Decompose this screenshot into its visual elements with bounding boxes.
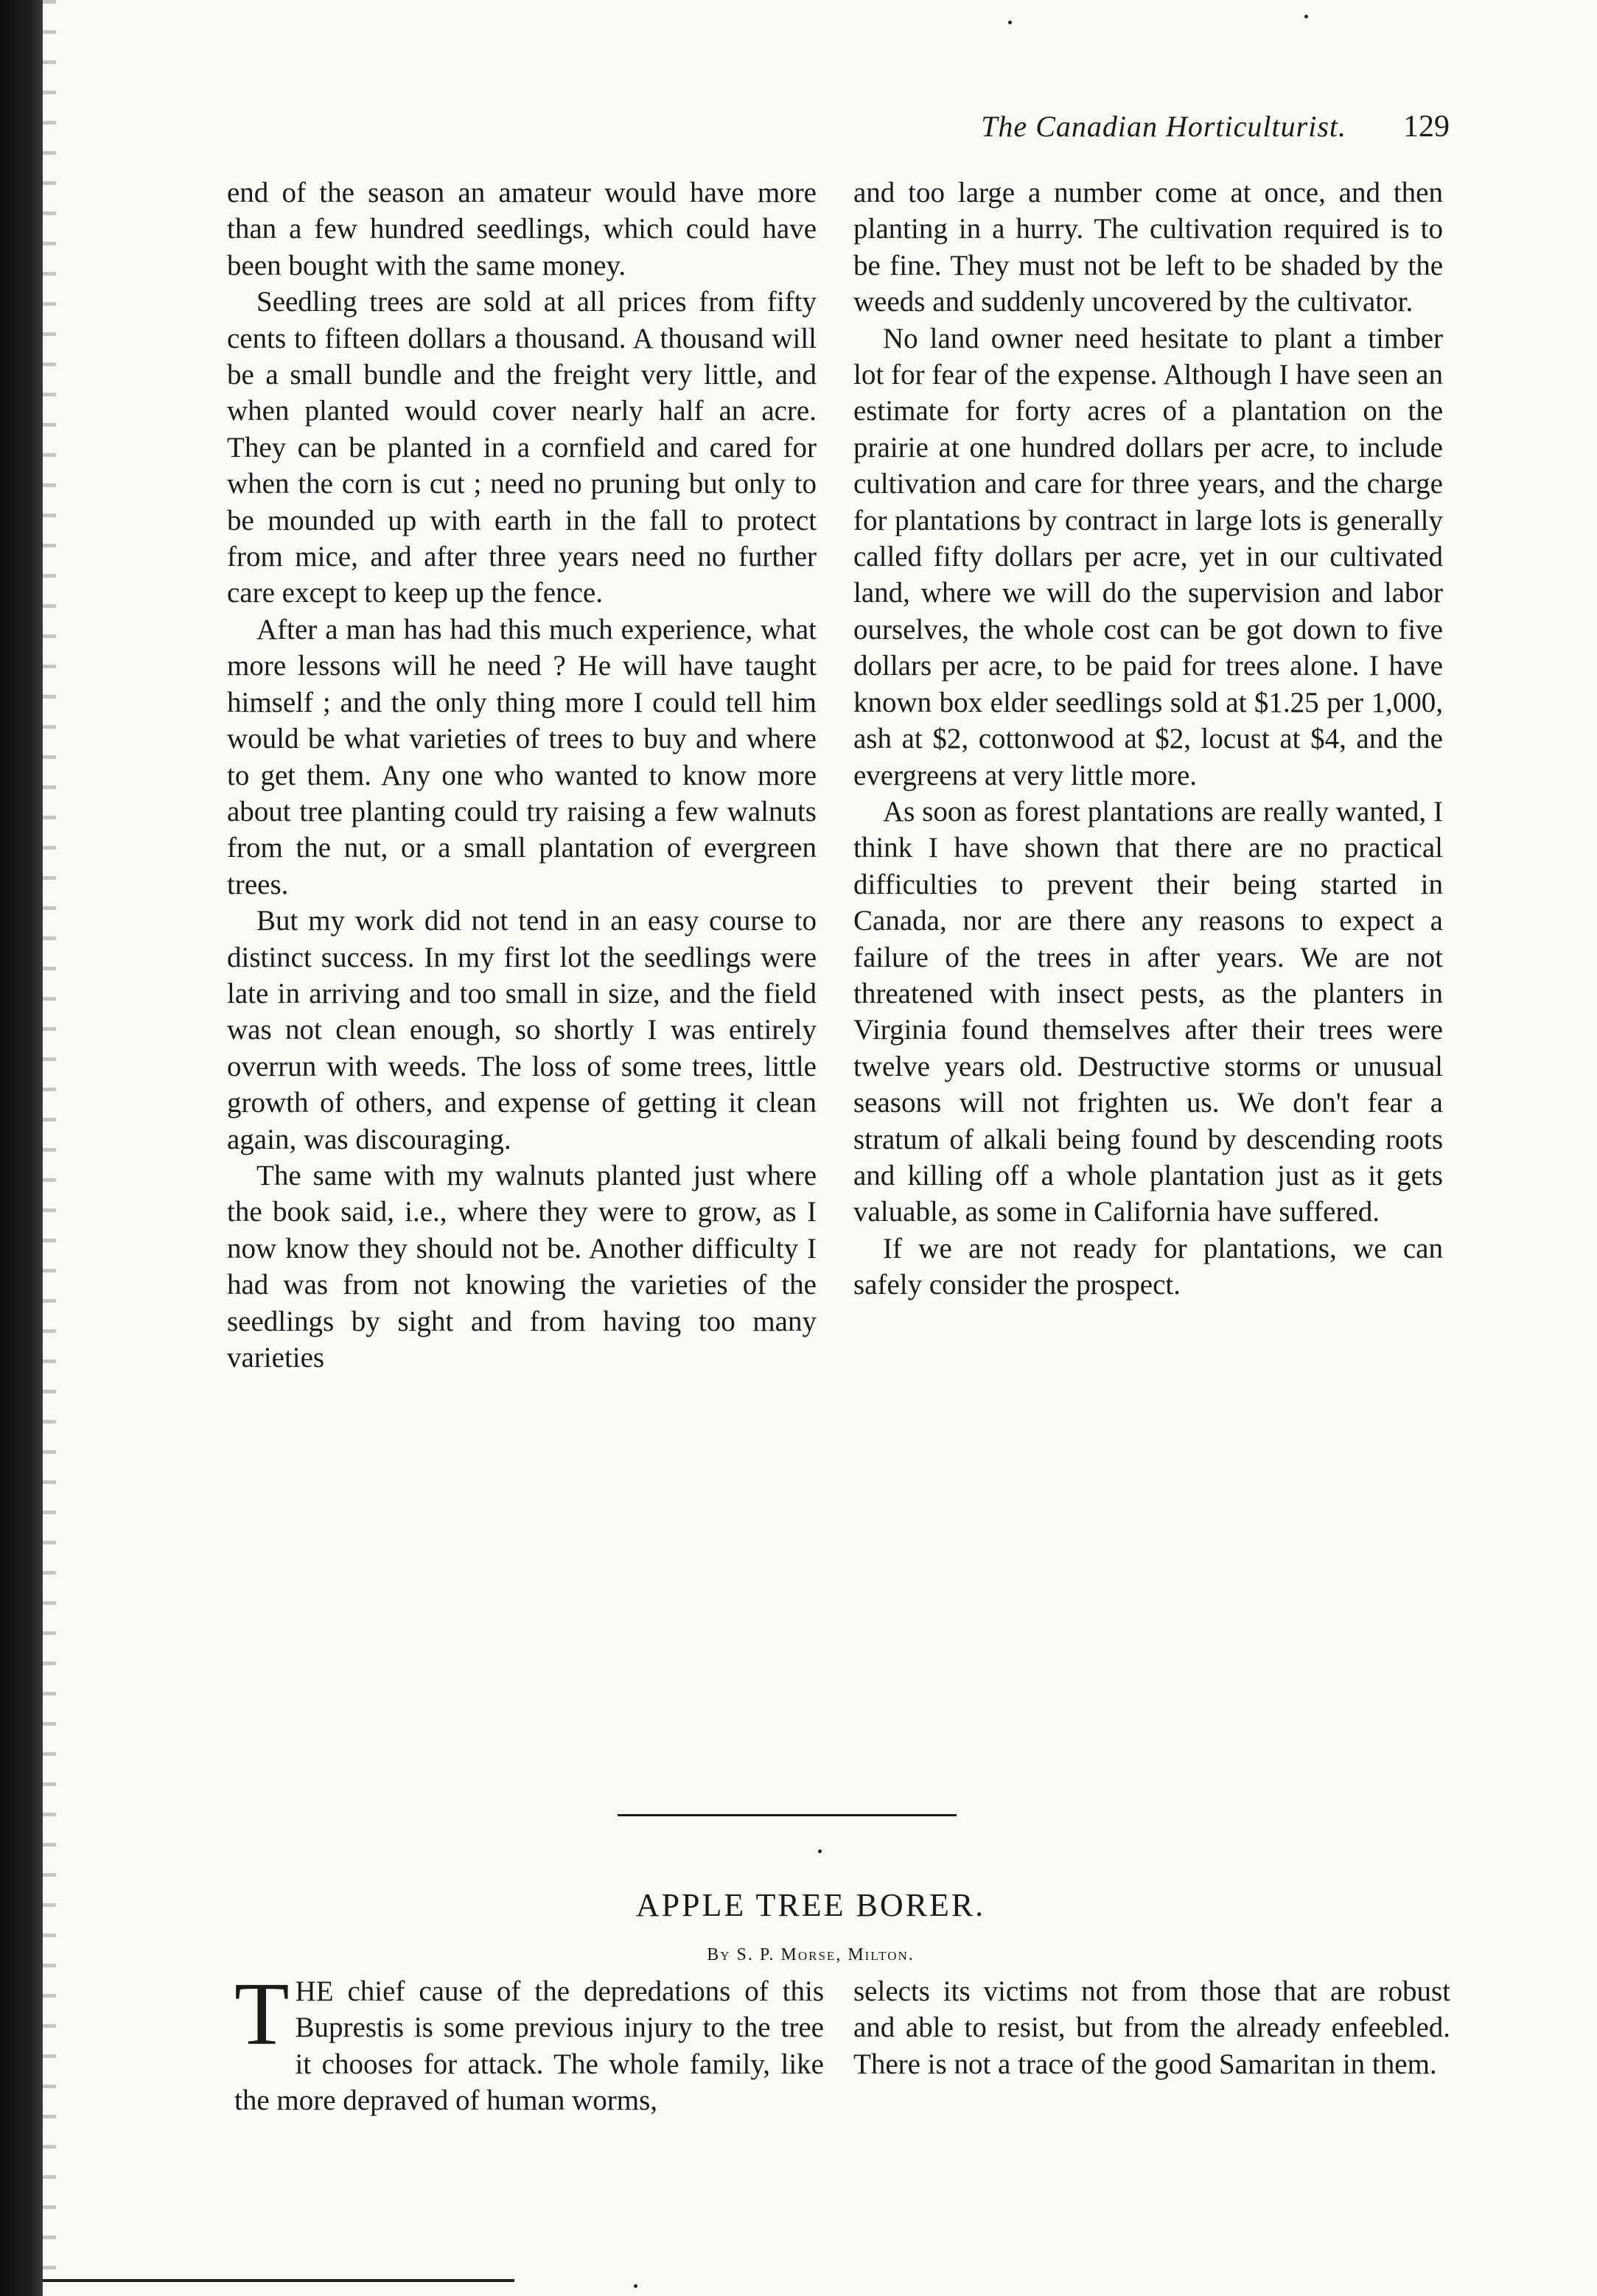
page-edge-texture — [43, 0, 56, 2296]
article-title: APPLE TREE BORER. — [635, 1887, 986, 1923]
right-column-top — [853, 175, 1443, 1303]
book-spine-shadow — [0, 0, 43, 2296]
scan-speck — [634, 2284, 637, 2288]
paragraph: But my work did not tend in an easy course to distinct success. In my first lot the seedlings were late in arriving and too small in size, and the field was not clean enough, so shortly I was entirely overrun with weeds. The loss of some trees, little growth of others, and expense of getting it clean again, was discouraging. — [227, 905, 817, 1155]
article-left-column — [234, 1964, 824, 2119]
drop-cap: T — [234, 1964, 290, 2064]
article-right-column — [853, 1973, 1450, 2082]
scan-speck — [1008, 21, 1012, 24]
page-number: 129 — [1403, 110, 1450, 144]
section-divider — [618, 1814, 957, 1816]
paragraph: and too large a number come at once, and then planting in a hurry. The cultivation required is to be fine. They must not be left to be shaded by the weeds and suddenly uncovered by the cultivator. — [853, 177, 1443, 318]
paragraph: No land owner need hesitate to plant a timber lot for fear of the expense. Although I have seen an estimate for forty acres of a plantation on the prairie at one hundred dollars per acre, to include cultivation and care for three years, and the charge for plantations by contract in large lots is generally called fifty dollars per acre, yet in our cultivated land, where we will do the supervision and labor ourselves, the whole cost can be got down to five dollars per acre, to be paid for trees alone. I have known box elder seedlings sold at $1.25 per 1,000, ash at $2, cottonwood at $2, locust at $4, and the evergreens at very little more. — [853, 322, 1443, 791]
paragraph: Seedling trees are sold at all prices from fifty cents to fifteen dollars a thousand. A thousand will be a small bundle and the freight very little, and when planted would cover nearly half an acre. They can be planted in a cornfield and cared for when the corn is cut ; need no pruning but only to be mounded up with earth in the fall to protect from mice, and after three years need no further care except to keep up the fence. — [227, 286, 817, 609]
left-column-top — [227, 175, 817, 1376]
paragraph: As soon as forest plantations are really wanted, I think I have shown that there are no practical difficulties to prevent their being started in Canada, nor are there any reasons to expect a failure of the trees in after years. We are not threatened with insect pests, as the planters in Virginia found themselves after their trees were twelve years old. Destructive storms or unusual seasons will not frighten us. We don't fear a stratum of alkali being found by descending roots and killing off a whole plantation just as it gets valuable, as some in California have suffered. — [853, 795, 1443, 1228]
journal-title: The Canadian Horticulturist. — [981, 110, 1346, 143]
page-bottom-rule — [43, 2279, 514, 2282]
divider-dot — [818, 1849, 822, 1853]
article-opening-text: HE chief cause of the depredations of this Buprestis is some previous injury to the tree it chooses for attack. The whole family, like the more depraved of human worms, — [234, 1975, 824, 2117]
article-byline: By S. P. Morse, Milton. — [707, 1945, 915, 1964]
scan-speck — [1304, 15, 1308, 18]
paragraph: The same with my walnuts planted just where the book said, i.e., where they were to grow, as I now know they should not be. Another difficulty I had was from not knowing the varieties of the seedlings by sight and from having too many varieties — [227, 1159, 817, 1373]
running-header — [221, 109, 1450, 153]
paragraph: After a man has had this much experience, what more lessons will he need ? He will have taught himself ; and the only thing more I could tell him would be what varieties of trees to buy and where to get them. Any one who wanted to know more about tree planting could try raising a few walnuts from the nut, or a small plantation of evergreen trees. — [227, 613, 817, 900]
paragraph: If we are not ready for plantations, we can safely consider the prospect. — [853, 1232, 1443, 1301]
article-continuation-text: selects its victims not from those that are robust and able to resist, but from the already enfeebled. There is not a trace of the good Samaritan in them. — [853, 1975, 1450, 2080]
paragraph: end of the season an amateur would have more than a few hundred seedlings, which could have been bought with the same money. — [227, 177, 817, 281]
